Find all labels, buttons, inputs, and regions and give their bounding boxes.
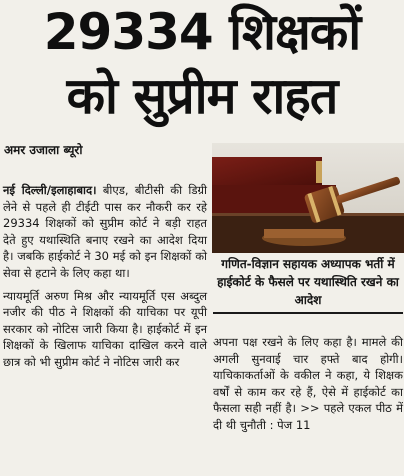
paragraph-1 xyxy=(3,182,207,282)
headline-line-1: 29334 शिक्षकों xyxy=(43,3,361,61)
teaser-link[interactable]: पहले एकल पीठ में दी थी चुनौती : पेज 11 xyxy=(213,401,403,432)
gavel-photo xyxy=(212,143,404,253)
photo-caption: गणित-विज्ञान सहायक अध्यापक भर्ती में हाईकोर्ट के फैसले पर यथास्थिति रखने का आदेश xyxy=(217,257,399,307)
article-column-right xyxy=(213,334,403,434)
paragraph-1-text: बीएड, बीटीसी की डिग्री लेने से पहले ही टीईटी पास कर नौकरी कर रहे 29334 शिक्षकों को सुप्रीम कोर्ट ने बड़ी राहत देते हुए यथास्थिति बनाए रखने का आदेश दिया है। जबकि हाईकोर्ट ने 30 मई को इन शिक्षकों को सेवा से हटाने के लिए कहा था। xyxy=(3,183,208,280)
teaser-arrow: >> xyxy=(300,401,320,416)
paragraph-3-text: अपना पक्ष रखने के लिए कहा है। मामले की अगली सुनवाई चार हफ्ते बाद होगी। याचिकाकर्ताओं के वकील ने कहा, ये शिक्षक वर्षों से काम कर रहे हैं, ऐसे में हाईकोर्ट का फैसला सही नहीं है। xyxy=(213,335,403,416)
headline-line-2: को सुप्रीम राहत xyxy=(66,67,338,125)
paragraph-2: न्यायमूर्ति अरुण मिश्र और न्यायमूर्ति एस अब्दुल नजीर की पीठ ने शिक्षकों की याचिका पर यूपी सरकार को नोटिस जारी किया है। हाईकोर्ट में इन शिक्षकों के खिलाफ याचिका दाखिल करने वाले छात्र को भी सुप्रीम कोर्ट ने नोटिस जारी कर xyxy=(3,288,207,369)
paragraph-3 xyxy=(213,334,403,434)
gavel-icon xyxy=(212,143,404,253)
article-column-left xyxy=(3,182,207,377)
dateline: नई दिल्ली/इलाहाबाद। xyxy=(3,183,97,197)
byline: अमर उजाला ब्यूरो xyxy=(4,143,83,157)
caption-divider xyxy=(213,312,403,314)
